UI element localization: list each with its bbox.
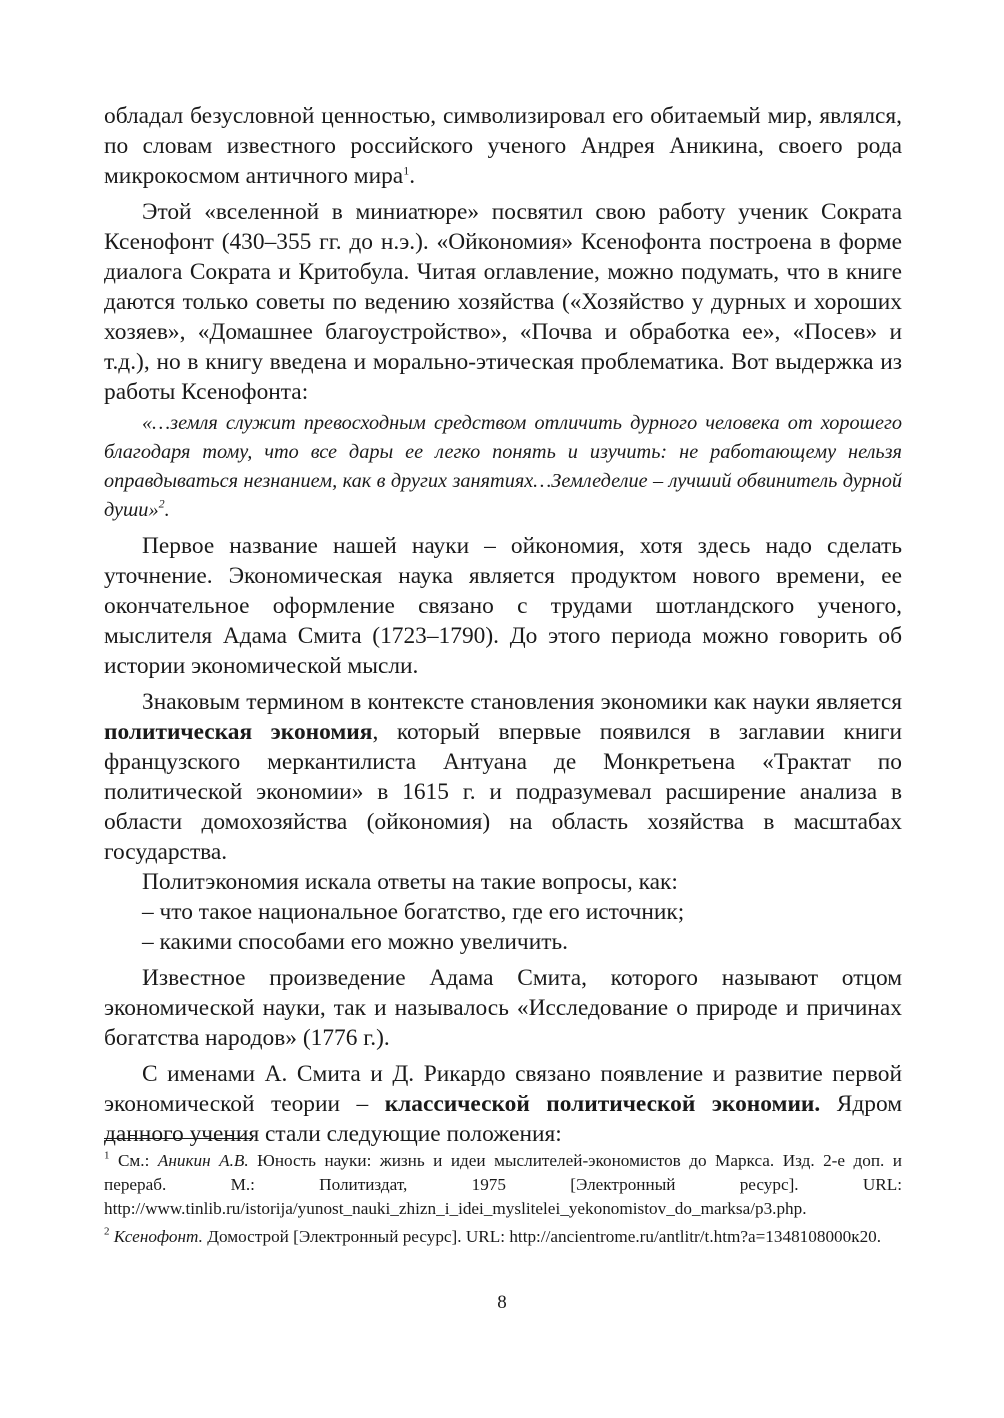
- term-classical-political-economy: классической политической экономии.: [384, 1091, 821, 1117]
- page-body: [104, 101, 902, 1149]
- footnote-ref-1[interactable]: 1: [403, 163, 410, 178]
- footnotes: [104, 1149, 902, 1249]
- paragraph-3: Первое название нашей науки – ойкономия, хотя здесь надо сделать уточнение. Экономическая наука является продуктом нового времени, ее окончательное оформление связано с трудами шотландского ученого, мыслителя Адама Смита (1723–1790). До этого периода можно говорить об истории экономической мысли.: [104, 533, 902, 679]
- page-number: 8: [497, 1292, 507, 1313]
- footnote-ref-2[interactable]: 2: [158, 496, 165, 511]
- footnote-1: $^1$ См.: Аникин А.В. Юность науки: жизнь и идеи мыслителей-экономистов до Маркса. Изд. 2-е доп. и перераб. М.: Политиздат, 1975 [Электронный ресурс]. URL: http://www.tinlib.ru/istorija/yunost_nauki_zhizn_i_idei_myslitelei_yekonomistov_do_marksa/p3.php.: [104, 1149, 902, 1218]
- footnote-author: Ксенофонт.: [113, 1227, 203, 1246]
- paragraph-7: С именами А. Смита и Д. Рикардо связано появление и развитие первой экономической теории – классической политической экономии. Ядром данного учения стали следующие положения:: [104, 1061, 902, 1147]
- paragraph-4: Знаковым термином в контексте становления экономики как науки является политическая экономия, который впервые появился в заглавии книги французского меркантилиста Антуана де Монкретьена «Трактат по политической экономии» в 1615 г. и подразумевал расширение анализа в области домохозяйства (ойкономия) на область хозяйства в масштабах государства.: [104, 689, 902, 865]
- list-item: – какими способами его можно увеличить.: [142, 929, 568, 955]
- paragraph-1: обладал безусловной ценностью, символизировал его обитаемый мир, являлся, по словам известного российского ученого Андрея Аникина, своего рода микрокосмом античного мира$^1$.: [104, 103, 902, 189]
- paragraph-2: Этой «вселенной в миниатюре» посвятил свою работу ученик Сократа Ксенофонт (430–355 гг. до н.э.). «Ойкономия» Ксенофонта построена в форме диалога Сократа и Критобула. Читая оглавление, можно подумать, что в книге даются только советы по ведению хозяйства («Хозяйство у дурных и хороших хозяев», «Домашнее благоустройство», «Почва и обработка ее», «Посев» и т.д.), но в книгу введена и морально-этическая проблематика. Вот выдержка из работы Ксенофонта:: [104, 199, 902, 405]
- footnote-author: Аникин А.В.: [157, 1151, 249, 1170]
- list-item: – что такое национальное богатство, где его источник;: [142, 899, 685, 925]
- footnote-divider: [104, 1138, 253, 1139]
- term-political-economy: политическая экономия: [104, 719, 373, 745]
- paragraph-6: Известное произведение Адама Смита, которого называют отцом экономической науки, так и называлось «Исследование о природе и причинах богатства народов» (1776 г.).: [104, 965, 902, 1051]
- quote-block: «…земля служит превосходным средством отличить дурного человека от хорошего благодаря тому, что все дары ее легко понять и изучить: не работающему нельзя оправдываться незнанием, как в других занятиях…Земледелие – лучший обвинитель дурной души»$^2$.: [104, 412, 902, 521]
- footnote-2: $^2$ Ксенофонт. Домострой [Электронный ресурс]. URL: http://ancientrome.ru/antlitr/t.htm?a=1348108000к20.: [104, 1225, 882, 1246]
- paragraph-5: Политэкономия искала ответы на такие вопросы, как:: [142, 869, 678, 895]
